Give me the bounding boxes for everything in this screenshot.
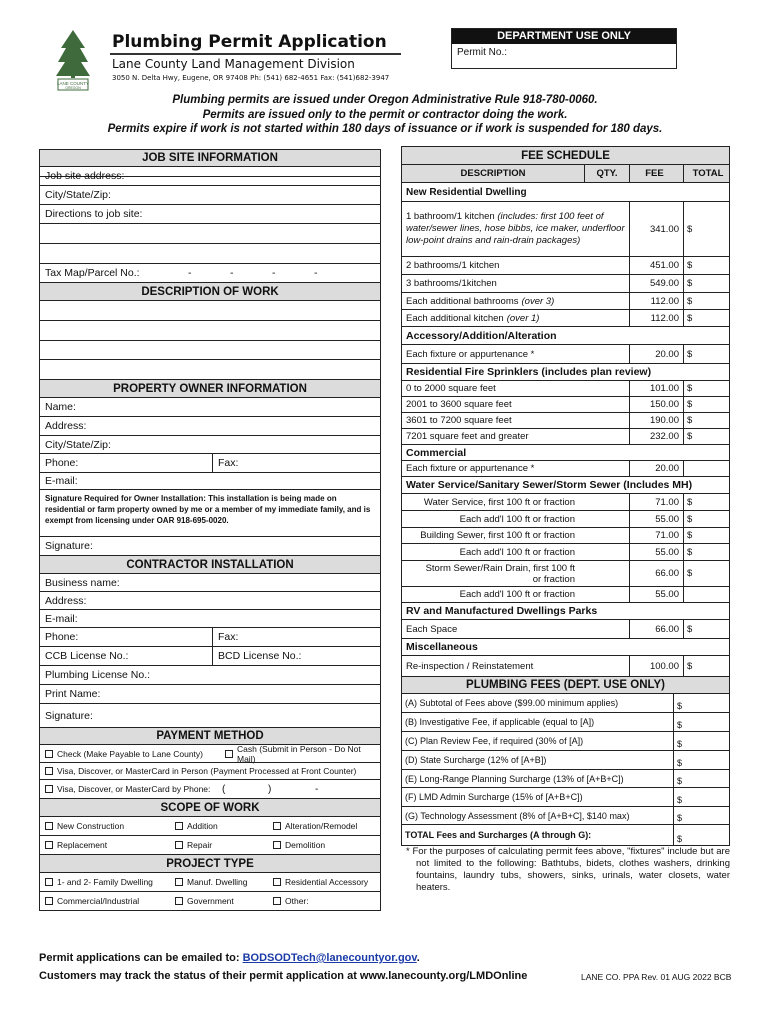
owner-city-label: City/State/Zip:	[45, 438, 111, 451]
intro-line: Permits are issued only to the permit or contractor doing the work.	[202, 108, 568, 121]
fee-desc-main: Each additional bathrooms	[406, 295, 519, 307]
page-title: Plumbing Permit Application	[112, 32, 387, 52]
fee-row[interactable]	[402, 257, 729, 275]
project-option[interactable]	[273, 896, 309, 906]
cash-checkbox[interactable]	[225, 750, 233, 758]
owner-email-label: E-mail:	[45, 475, 78, 487]
bcd-license-label: BCD License No.:	[218, 650, 302, 662]
owner-city-field[interactable]	[40, 436, 380, 454]
scope-option[interactable]	[273, 840, 325, 850]
project-option[interactable]	[45, 877, 175, 887]
fee-total[interactable]: $	[687, 568, 693, 579]
card-person-checkbox[interactable]	[45, 767, 53, 775]
svg-text:OREGON: OREGON	[65, 86, 81, 90]
scope-label: Demolition	[285, 840, 326, 850]
project-label: Manuf. Dwelling	[187, 877, 248, 887]
fee-total[interactable]: $	[687, 223, 693, 235]
job-site-heading: JOB SITE INFORMATION	[40, 150, 380, 167]
card-phone-option[interactable]	[40, 780, 380, 799]
fee-desc	[402, 293, 630, 309]
title-rule	[110, 53, 401, 55]
bcd-license-field[interactable]	[212, 647, 380, 665]
plumbing-fee-row[interactable]	[402, 713, 729, 732]
intro-line: Plumbing permits are issued under Oregon Administrative Rule 918-780-0060.	[172, 94, 598, 106]
fee-desc: Each add'l 100 ft or fraction	[402, 511, 630, 527]
owner-email-field[interactable]	[40, 473, 380, 490]
owner-fax-label: Fax:	[218, 457, 239, 469]
fee-total[interactable]: $	[687, 295, 693, 307]
job-address-field[interactable]	[40, 167, 380, 186]
project-row	[40, 892, 380, 911]
payment-row	[40, 745, 380, 763]
fee-desc: Re-inspection / Reinstatement	[402, 656, 630, 676]
project-checkbox[interactable]	[45, 878, 53, 886]
scope-option[interactable]	[45, 840, 175, 850]
plumbing-fee-row[interactable]	[402, 694, 729, 713]
contractor-heading: CONTRACTOR INSTALLATION	[40, 556, 380, 574]
fee-desc	[402, 561, 630, 586]
fee-amount: 112.00	[630, 310, 684, 326]
plumbing-fee-total[interactable]: $	[677, 795, 683, 805]
fee-total[interactable]: $	[687, 399, 693, 410]
work-line[interactable]	[40, 321, 380, 341]
project-checkbox[interactable]	[175, 897, 183, 905]
plumbing-fee-total[interactable]: $	[677, 720, 683, 730]
fee-amount: 112.00	[630, 293, 684, 309]
check-checkbox[interactable]	[45, 750, 53, 758]
job-city-field[interactable]	[40, 186, 380, 205]
phone-dash: -	[315, 783, 319, 795]
plumbing-fee-total[interactable]: $	[677, 776, 683, 786]
dept-use-box	[451, 28, 677, 69]
owner-phone-row	[40, 454, 380, 473]
commercial-heading: Commercial	[402, 445, 729, 461]
license-row	[40, 647, 380, 666]
project-type-heading: PROJECT TYPE	[40, 855, 380, 873]
fee-desc: 2 bathrooms/1 kitchen	[402, 257, 630, 274]
fixtures-footnote: * For the purposes of calculating permit fees above, "fixtures" include but are not limited to the following: Bathtubs, bidets, clothes washers, drinking fountains, laundry tubs, showers, sinks, urinals, water closets, water heaters.	[406, 846, 730, 893]
fee-amount: 71.00	[630, 528, 684, 543]
project-label: Government	[187, 896, 234, 906]
col-total: TOTAL	[692, 168, 724, 179]
scope-option[interactable]	[273, 821, 357, 831]
check-label: Check (Make Payable to Lane County)	[57, 748, 203, 759]
contractor-email-label: E-mail:	[45, 612, 78, 625]
fee-header-row	[402, 165, 729, 183]
business-name-field[interactable]	[40, 574, 380, 592]
contractor-phone-label: Phone:	[45, 631, 79, 643]
owner-fax-field[interactable]	[212, 454, 380, 472]
fee-total[interactable]: $	[687, 415, 693, 426]
fee-total[interactable]: $	[687, 383, 693, 394]
fee-amount: 341.00	[630, 202, 684, 256]
fee-desc-note: (over 3)	[521, 295, 555, 307]
plumbing-fee-desc: (G) Technology Assessment (8% of [A+B+C], $140 max)	[402, 807, 674, 824]
scope-checkbox[interactable]	[273, 841, 281, 849]
owner-name-field[interactable]	[40, 398, 380, 417]
scope-row	[40, 817, 380, 836]
col-qty: QTY.	[585, 165, 630, 182]
project-option[interactable]	[45, 896, 175, 906]
fee-amount: 451.00	[630, 257, 684, 274]
plumbing-license-field[interactable]	[40, 666, 380, 685]
owner-address-field[interactable]	[40, 417, 380, 436]
contractor-phone-row	[40, 628, 380, 647]
email-link[interactable]: BODSODTech@lanecountyor.gov	[242, 952, 417, 964]
division-name: Lane County Land Management Division	[112, 57, 355, 71]
plumbing-license-label: Plumbing License No.:	[45, 669, 151, 681]
fee-row[interactable]	[402, 381, 729, 397]
scope-label: Addition	[187, 821, 218, 831]
job-directions-line[interactable]	[40, 244, 380, 264]
contractor-fax-label: Fax:	[218, 631, 239, 643]
fee-desc: 2001 to 3600 square feet	[402, 397, 630, 412]
contractor-phone-field[interactable]	[40, 628, 212, 646]
project-checkbox[interactable]	[273, 897, 281, 905]
fee-row[interactable]	[402, 561, 729, 587]
plumbing-fee-desc: (F) LMD Admin Surcharge (15% of [A+B+C])	[402, 788, 674, 806]
fee-desc: Each Space	[402, 620, 630, 638]
fee-amount: 71.00	[630, 494, 684, 510]
svg-text:LANE COUNTY: LANE COUNTY	[56, 81, 90, 86]
contractor-fax-field[interactable]	[212, 628, 380, 646]
plumbing-fee-row[interactable]	[402, 788, 729, 807]
work-line[interactable]	[40, 301, 380, 321]
print-name-field[interactable]	[40, 685, 380, 704]
fee-row[interactable]	[402, 544, 729, 561]
job-directions-field[interactable]	[40, 205, 380, 224]
fee-desc-line2: or fraction	[532, 573, 575, 585]
fee-total[interactable]: $	[687, 431, 693, 442]
fee-desc-line1: Storm Sewer/Rain Drain, first 100 ft	[425, 562, 575, 574]
fee-desc: 3 bathrooms/1kitchen	[402, 275, 630, 292]
fee-desc-note: (includes: first 100 feet of water/sewer lines, hose bibbs, ice maker, underfloor low-point drains and rain-drain packages)	[406, 211, 625, 246]
fee-row[interactable]	[402, 528, 729, 544]
fee-desc-main: 1 bathroom/1 kitchen	[406, 211, 498, 222]
plumbing-fee-total[interactable]: $	[677, 758, 683, 768]
rv-parks-heading: RV and Manufactured Dwellings Parks	[402, 603, 729, 620]
ccb-license-label: CCB License No.:	[45, 650, 129, 662]
tax-dash: -	[314, 267, 318, 279]
plumbing-fee-row[interactable]	[402, 732, 729, 751]
scope-label: New Construction	[57, 821, 125, 831]
email-end: .	[416, 952, 420, 964]
owner-signature-label: Signature:	[45, 540, 93, 552]
fee-desc: 0 to 2000 square feet	[402, 381, 630, 396]
project-option[interactable]	[273, 877, 368, 887]
payment-heading: PAYMENT METHOD	[40, 728, 380, 745]
phone-paren-close: )	[268, 783, 272, 795]
contractor-signature-label: Signature:	[45, 709, 93, 722]
lane-county-logo	[55, 28, 91, 92]
scope-checkbox[interactable]	[175, 841, 183, 849]
scope-option[interactable]	[175, 821, 273, 831]
fee-desc-main: Each additional kitchen	[406, 312, 504, 324]
fire-sprinkler-heading: Residential Fire Sprinklers (includes plan review)	[402, 364, 729, 381]
fee-amount: 66.00	[630, 620, 684, 638]
fee-row[interactable]	[402, 293, 729, 310]
owner-name-label: Name:	[45, 401, 76, 413]
fee-schedule-heading: FEE SCHEDULE	[402, 147, 729, 165]
plumbing-fee-row[interactable]	[402, 751, 729, 770]
fee-row[interactable]	[402, 620, 729, 639]
plumbing-fee-desc: (A) Subtotal of Fees above ($99.00 minimum applies)	[402, 694, 674, 712]
job-directions-line[interactable]	[40, 224, 380, 244]
fee-amount: 232.00	[630, 429, 684, 444]
fee-amount: 55.00	[630, 587, 684, 602]
work-line[interactable]	[40, 360, 380, 380]
intro-line: Permits expire if work is not started within 180 days of issuance or if work is suspended for 180 days.	[107, 123, 663, 135]
project-label: 1- and 2- Family Dwelling	[57, 877, 153, 887]
project-row	[40, 873, 380, 892]
tax-dash: -	[230, 267, 234, 279]
owner-signature-note: Signature Required for Owner Installation: This installation is being made on residential or farm property owned by me or a member of my immediate family, and is exempt from licensing under OAR 918-695-0020.	[40, 490, 380, 537]
fee-desc: Each add'l 100 ft or fraction	[402, 587, 630, 602]
project-checkbox[interactable]	[175, 878, 183, 886]
fee-total[interactable]: $	[687, 312, 693, 324]
fee-total[interactable]: $	[687, 278, 693, 289]
fee-total[interactable]: $	[687, 348, 693, 360]
fee-desc-note: (over 1)	[506, 312, 540, 324]
card-person-label: Visa, Discover, or MasterCard in Person (Payment Processed at Front Counter)	[57, 766, 357, 776]
fee-desc: Each fixture or appurtenance *	[402, 345, 630, 363]
card-phone-checkbox[interactable]	[45, 785, 53, 793]
project-label: Commercial/Industrial	[57, 896, 140, 906]
card-person-option[interactable]	[40, 763, 380, 780]
contractor-signature-field[interactable]	[40, 704, 380, 728]
fee-total[interactable]: $	[687, 546, 693, 558]
project-label: Other:	[285, 896, 309, 906]
revision-label: LANE CO. PPA Rev. 01 AUG 2022 BCB	[581, 972, 732, 982]
fee-row[interactable]	[402, 461, 729, 477]
job-site-section	[39, 149, 381, 911]
business-name-label: Business name:	[45, 576, 120, 589]
owner-heading: PROPERTY OWNER INFORMATION	[40, 380, 380, 398]
misc-heading: Miscellaneous	[402, 639, 729, 656]
plumbing-fee-desc: TOTAL Fees and Surcharges (A through G):	[402, 825, 674, 845]
scope-heading: SCOPE OF WORK	[40, 799, 380, 817]
job-city-label: City/State/Zip:	[45, 189, 111, 201]
fee-amount: 549.00	[630, 275, 684, 292]
permit-no-field[interactable]: Permit No.:	[457, 47, 508, 58]
tax-dash: -	[188, 267, 192, 279]
fee-total[interactable]: $	[687, 660, 693, 672]
fee-row[interactable]	[402, 310, 729, 327]
plumbing-fee-total[interactable]: $	[677, 701, 683, 711]
email-text: Permit applications can be emailed to:	[39, 952, 243, 964]
dept-use-heading: DEPARTMENT USE ONLY	[452, 29, 676, 44]
contractor-email-field[interactable]	[40, 610, 380, 628]
col-description: DESCRIPTION	[402, 165, 585, 182]
card-phone-label: Visa, Discover, or MasterCard by Phone:	[57, 784, 211, 794]
scope-label: Alteration/Remodel	[285, 821, 358, 831]
fee-amount: 150.00	[630, 397, 684, 412]
fee-row[interactable]	[402, 275, 729, 293]
plumbing-fee-total[interactable]: $	[677, 739, 683, 749]
work-line[interactable]	[40, 341, 380, 360]
fee-row[interactable]	[402, 397, 729, 413]
tax-map-label: Tax Map/Parcel No.:	[45, 267, 140, 279]
fee-amount: 101.00	[630, 381, 684, 396]
scope-checkbox[interactable]	[45, 822, 53, 830]
fee-desc: Each add'l 100 ft or fraction	[402, 544, 630, 560]
plumbing-fee-desc: (C) Plan Review Fee, if required (30% of [A])	[402, 732, 674, 750]
fee-amount: 55.00	[630, 511, 684, 527]
col-fee: FEE	[630, 165, 684, 182]
fee-row[interactable]	[402, 587, 729, 603]
scope-checkbox[interactable]	[175, 822, 183, 830]
plumbing-fee-desc: (E) Long-Range Planning Surcharge (13% of [A+B+C])	[402, 770, 674, 787]
fee-desc: Each fixture or appurtenance *	[402, 461, 630, 476]
scope-checkbox[interactable]	[45, 841, 53, 849]
intro-text	[0, 93, 770, 137]
fee-row[interactable]	[402, 494, 729, 511]
plumbing-fee-desc: (B) Investigative Fee, if applicable (equal to [A])	[402, 713, 674, 731]
fee-row[interactable]	[402, 413, 729, 429]
print-name-label: Print Name:	[45, 688, 101, 700]
scope-label: Repair	[187, 840, 213, 850]
fee-row[interactable]	[402, 202, 729, 257]
fee-desc	[402, 310, 630, 326]
accessory-heading: Accessory/Addition/Alteration	[402, 327, 729, 345]
tax-dash: -	[272, 267, 276, 279]
scope-option[interactable]	[175, 840, 273, 850]
project-option[interactable]	[175, 877, 273, 887]
project-checkbox[interactable]	[273, 878, 281, 886]
cash-option[interactable]	[225, 744, 375, 764]
fee-amount: 66.00	[630, 561, 684, 586]
water-sewer-heading: Water Service/Sanitary Sewer/Storm Sewer (Includes MH)	[402, 477, 729, 494]
fee-row[interactable]	[402, 656, 729, 677]
check-option[interactable]	[45, 749, 225, 759]
project-checkbox[interactable]	[45, 897, 53, 905]
fee-desc: Building Sewer, first 100 ft or fraction	[402, 528, 630, 543]
plumbing-fee-row[interactable]	[402, 825, 729, 846]
ccb-license-field[interactable]	[40, 647, 212, 665]
plumbing-fee-total[interactable]: $	[677, 813, 683, 823]
scope-option[interactable]	[45, 821, 175, 831]
fee-amount: 100.00	[630, 656, 684, 676]
fee-total[interactable]: $	[687, 513, 693, 525]
owner-phone-label: Phone:	[45, 457, 79, 469]
fee-desc: 3601 to 7200 square feet	[402, 413, 630, 428]
owner-phone-field[interactable]	[40, 454, 212, 472]
division-address: 3050 N. Delta Hwy, Eugene, OR 97408 Ph: (541) 682-4651 Fax: (541)682-3947	[112, 74, 390, 82]
description-of-work-heading: DESCRIPTION OF WORK	[40, 283, 380, 301]
job-directions-label: Directions to job site:	[45, 208, 143, 220]
fee-desc	[402, 202, 630, 256]
job-address-label: Job site address:	[45, 170, 125, 182]
project-option[interactable]	[175, 896, 273, 906]
plumbing-fee-total[interactable]: $	[677, 834, 683, 844]
tax-map-field[interactable]	[40, 264, 380, 283]
plumbing-fee-row[interactable]	[402, 807, 729, 825]
fee-row[interactable]	[402, 345, 729, 364]
fee-amount: 190.00	[630, 413, 684, 428]
tracking-text: Customers may track the status of their permit application at www.lanecounty.org/LMDOnline	[39, 970, 528, 982]
plumbing-fees-heading: PLUMBING FEES (DEPT. USE ONLY)	[402, 677, 729, 694]
project-label: Residential Accessory	[285, 877, 369, 887]
owner-address-label: Address:	[45, 420, 87, 432]
fee-row[interactable]	[402, 511, 729, 528]
new-residential-heading: New Residential Dwelling	[402, 183, 729, 202]
fee-amount: 55.00	[630, 544, 684, 560]
contractor-address-field[interactable]	[40, 592, 380, 610]
owner-signature-field[interactable]	[40, 537, 380, 556]
phone-paren-open: (	[222, 783, 226, 795]
scope-row	[40, 836, 380, 855]
plumbing-fee-desc: (D) State Surcharge (12% of [A+B])	[402, 751, 674, 769]
fee-row[interactable]	[402, 429, 729, 445]
fee-amount: 20.00	[630, 345, 684, 363]
contractor-address-label: Address:	[45, 594, 87, 607]
email-instructions	[39, 952, 420, 964]
cash-label: Cash (Submit in Person - Do Not Mail)	[237, 743, 361, 764]
fee-desc: Water Service, first 100 ft or fraction	[402, 494, 630, 510]
scope-checkbox[interactable]	[273, 822, 281, 830]
fee-total[interactable]: $	[687, 623, 693, 635]
fee-total[interactable]: $	[687, 260, 693, 271]
fee-schedule	[401, 146, 730, 846]
fee-desc: 7201 square feet and greater	[402, 429, 630, 444]
plumbing-fee-row[interactable]	[402, 770, 729, 788]
fee-total[interactable]: $	[687, 530, 693, 541]
fee-amount: 20.00	[630, 461, 684, 476]
scope-label: Replacement	[57, 840, 108, 850]
fee-total[interactable]: $	[687, 496, 693, 508]
